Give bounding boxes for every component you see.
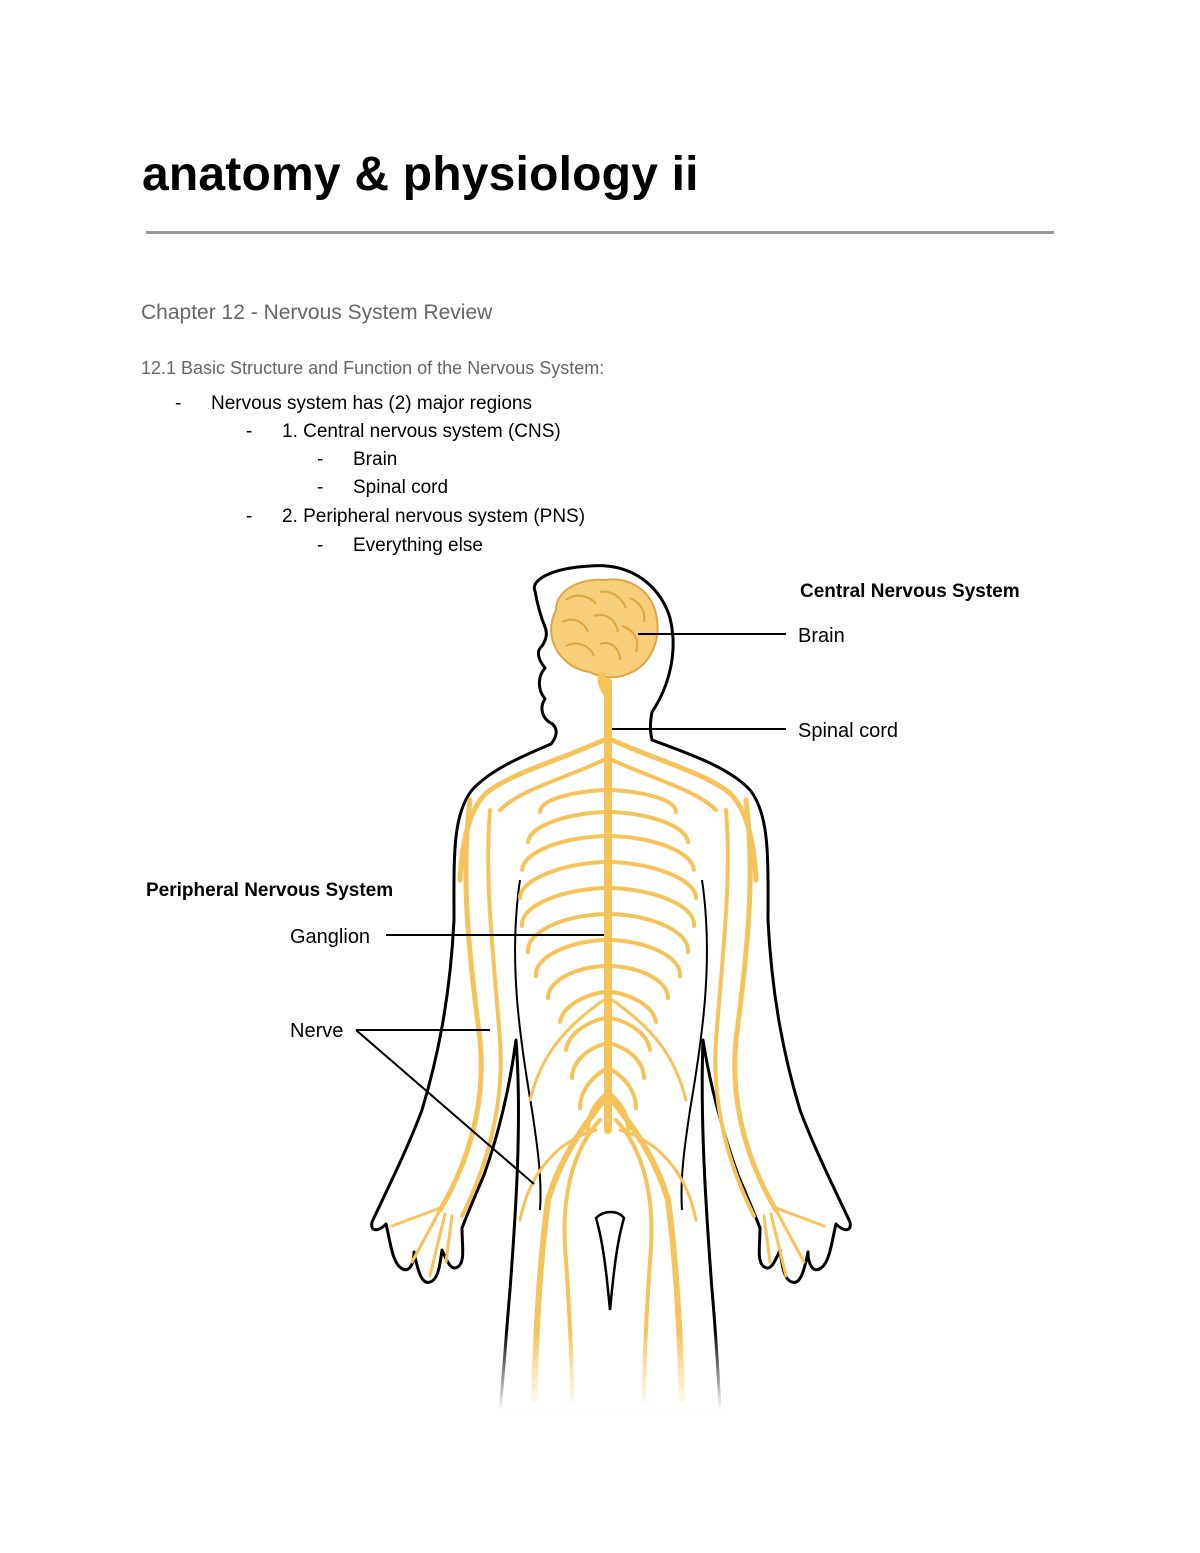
title-divider [146,231,1054,234]
nervous-system-diagram [0,560,1200,1410]
list-item-text: Brain [353,449,398,470]
list-item-text: 2. Peripheral nervous system (PNS) [282,506,586,527]
list-item-text: Nervous system has (2) major regions [211,393,532,414]
pns-heading: Peripheral Nervous System [146,880,394,901]
bullet-marker: - [175,393,182,414]
bullet-marker: - [317,449,324,470]
section-heading: 12.1 Basic Structure and Function of the Nervous System: [141,358,605,378]
nerve-label: Nerve [290,1020,344,1042]
nervous-system-figure [0,560,1200,1410]
bullet-marker: - [246,421,253,442]
cns-heading: Central Nervous System [800,581,1020,602]
chapter-heading: Chapter 12 - Nervous System Review [141,301,493,324]
spinal-cord-label: Spinal cord [798,720,899,742]
leg-fade-overlay [360,1330,860,1410]
page-title: anatomy & physiology ii [142,148,699,201]
list-item-text: Everything else [353,535,483,556]
list-item-text: Spinal cord [353,477,449,498]
bullet-marker: - [246,506,253,527]
bullet-marker: - [317,477,324,498]
brain-label: Brain [798,625,845,647]
list-item-text: 1. Central nervous system (CNS) [282,421,561,442]
bullet-marker: - [317,535,324,556]
ganglion-label: Ganglion [290,926,371,948]
